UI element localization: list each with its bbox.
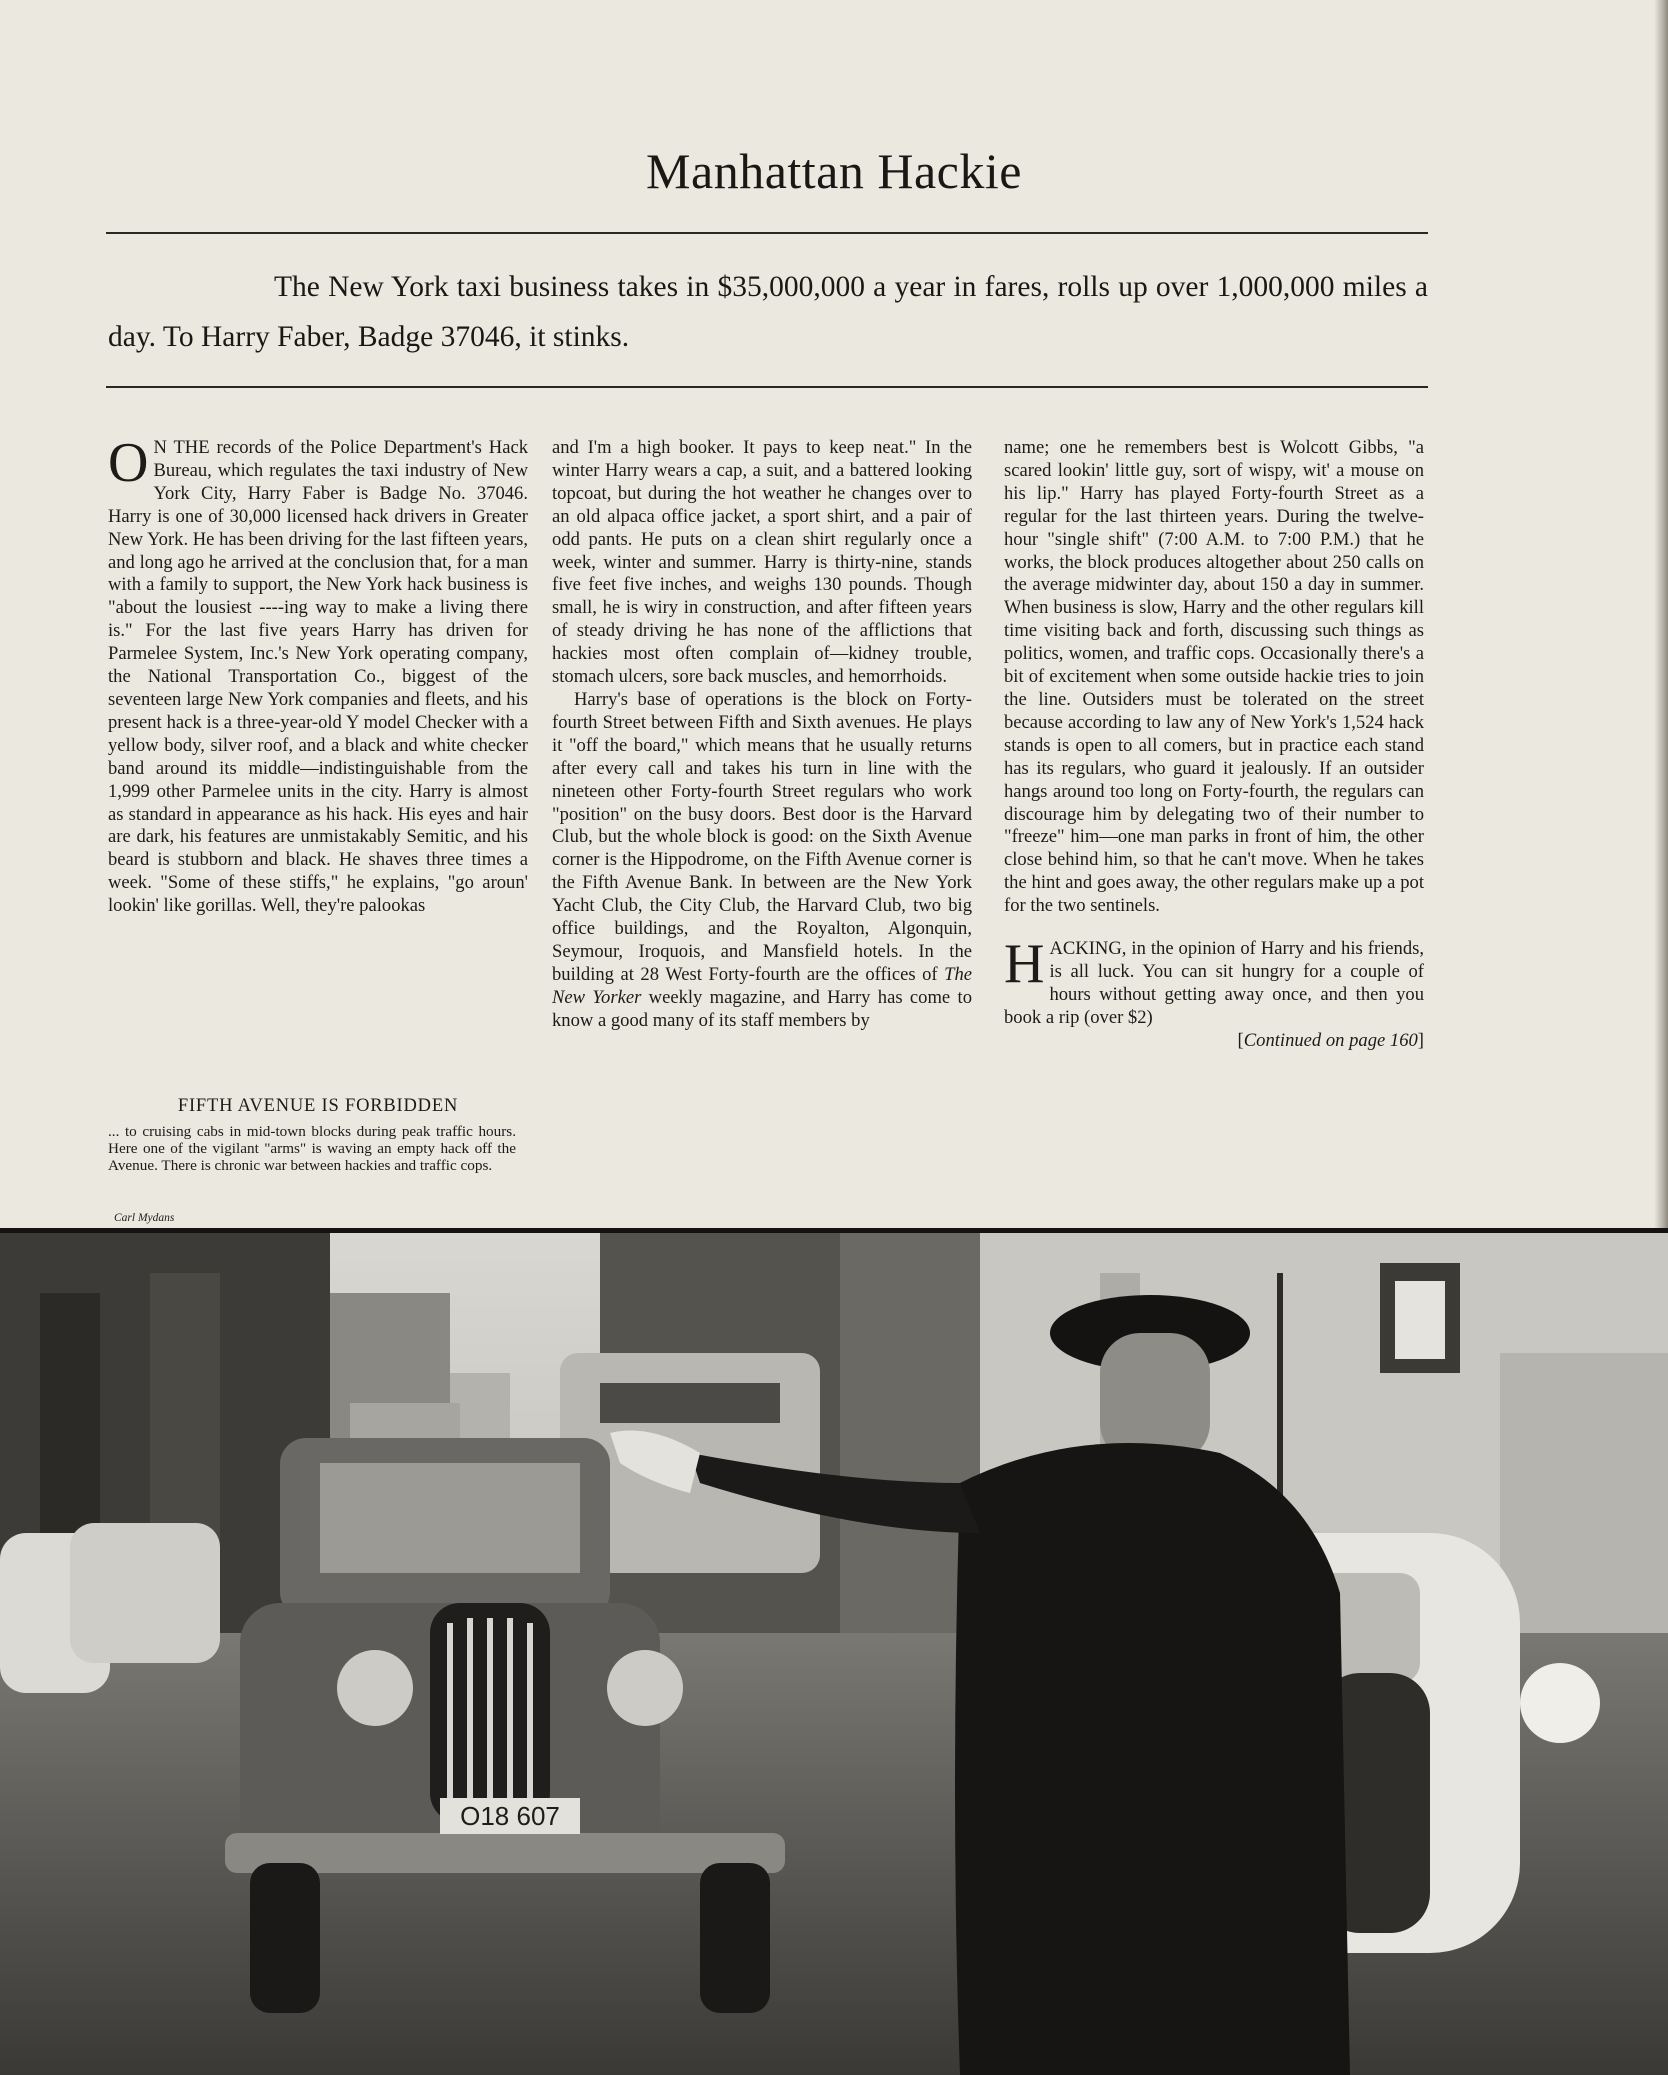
drop-cap-h: H xyxy=(1004,933,1045,996)
caption-text: ... to cruising cabs in mid-town blocks during peak traffic hours. Here one of the vigilant "arms" is waving an empty hack off the Avenue. There is chronic war between hackies and traffic cops. xyxy=(108,1123,516,1174)
street-photograph xyxy=(0,1228,1668,2075)
license-plate: O18 607 xyxy=(460,1801,560,1831)
column-1-paragraph xyxy=(108,432,528,918)
photo-credit: Carl Mydans xyxy=(114,1212,175,1224)
drop-cap-o: O xyxy=(108,432,149,494)
column-1-text: records of the Police Department's Hack Bureau, which regulates the taxi industry of New York City, Harry Faber is Badge No. 37046. Harry is one of 30,000 licensed hack drivers in Greater New York. He has been driving for the last fifteen years, and long ago he arrived at the conclusion that, for a man with a family to support, the New York hack business is "about the lousiest ----ing way to make a living there is." For the last five years Harry has driven for Parmelee System, Inc.'s New York operating company, the National Transportation Co., biggest of the seventeen large New York companies and fleets, and his present hack is a three-year-old Y model Checker with a yellow body, silver roof, and a black and white checker band around its middle—indistinguishable from the 1,999 other Parmelee units in the city. Harry is almost as standard in appearance as his hack. His eyes and hair are dark, his features are unmistakably Semitic, and his beard is stubborn and black. He shaves three times a week. "Some of these stiffs," he explains, "go aroun' lookin' like gorillas. Well, they're palookas xyxy=(108,437,528,917)
magazine-name: The New Yorker xyxy=(552,963,972,1008)
column-3-text: ACKING, in the opinion of Harry and his friends, is all luck. You can sit hungry for a couple of hours without getting away once, and then you book a rip (over $2) xyxy=(1004,938,1424,1028)
lead-in: N THE xyxy=(153,437,210,458)
column-3-paragraph-2 xyxy=(1004,933,1424,1030)
caption-heading: FIFTH AVENUE IS FORBIDDEN xyxy=(177,1096,459,1116)
column-3-paragraph-1: name; one he remembers best is Wolcott Gibbs, "a scared lookin' little guy, sort of wispy, wit' a mouse on his lip." Harry has played Forty-fourth Street as a regular for the last thirteen years. During the twelve-hour "single shift" (7:00 A.M. to 7:00 P.M.) that he works, the block produces altogether about 250 calls on the average midwinter day, about 150 a day in summer. When business is slow, Harry and the other regulars kill time visiting back and forth, discussing such things as politics, women, and traffic cops. Occasionally there's a bit of excitement when some outside hackie tries to join the line. Outsiders must be tolerated on the street because according to law any of New York's 1,524 hack stands is open to all comers, but in practice each stand has its regulars, who guard it jealously. If an outsider hangs around too long on Forty-fourth, the regulars can discourage him by delegating two of their number to "freeze" him—one man parks in front of him, the other close behind him, so that he can't move. When he takes the hint and goes away, the other regulars make up a pot for the two sentinels. xyxy=(1004,437,1424,917)
title-rule-top xyxy=(106,232,1428,234)
continued-label: Continued on page 160 xyxy=(1243,1029,1418,1051)
article-deck: The New York taxi business takes in $35,000,000 a year in fares, rolls up over 1,000,000 miles a day. To Harry Faber, Badge 37046, it stinks. xyxy=(108,271,1428,353)
article-column-2 xyxy=(552,437,972,1033)
column-2-text-a: Harry's base of operations is the block on Forty-fourth Street between Fifth and Sixth avenues. He plays it "off the board," which means that he usually returns after every call and takes his turn in line with the nineteen other Forty-fourth Street regulars who work "position" on the busy doors. Best door is the Harvard Club, but the whole block is good: on the Sixth Avenue corner is the Hippodrome, on the Fifth Avenue corner is the Fifth Avenue Bank. In between are the New York Yacht Club, the City Club, the Harvard Club, two big office buildings, and the Royalton, Algonquin, Seymour, Iroquois, and Mansfield hotels. In the building at 28 West Forty-fourth are the offices of xyxy=(552,688,972,985)
photo-illustration xyxy=(0,1233,1668,2075)
article-column-1 xyxy=(108,432,528,1077)
column-2-paragraph-1: and I'm a high booker. It pays to keep neat." In the winter Harry wears a cap, a suit, and a battered looking topcoat, but during the hot weather he changes over to an old alpaca office jacket, a sport shirt, and a pair of odd pants. He puts on a clean shirt regularly once a week, winter and summer. Harry is thirty-nine, stands five feet five inches, and weighs 130 pounds. Though small, he is wiry in construction, and after fifteen years of steady driving he has none of the afflictions that hackies most often complain of—kidney trouble, stomach ulcers, sore back muscles, and hemorrhoids. xyxy=(552,437,972,688)
column-2-paragraph-2 xyxy=(552,689,972,1033)
title-rule-bottom xyxy=(106,386,1428,388)
continued-note: [Continued on page 160] xyxy=(1237,1029,1424,1051)
column-2-text-b: weekly magazine, and Harry has come to know a good many of its staff members by xyxy=(552,986,972,1031)
article-column-3 xyxy=(1004,437,1424,1053)
article-title: Manhattan Hackie xyxy=(646,143,1022,199)
